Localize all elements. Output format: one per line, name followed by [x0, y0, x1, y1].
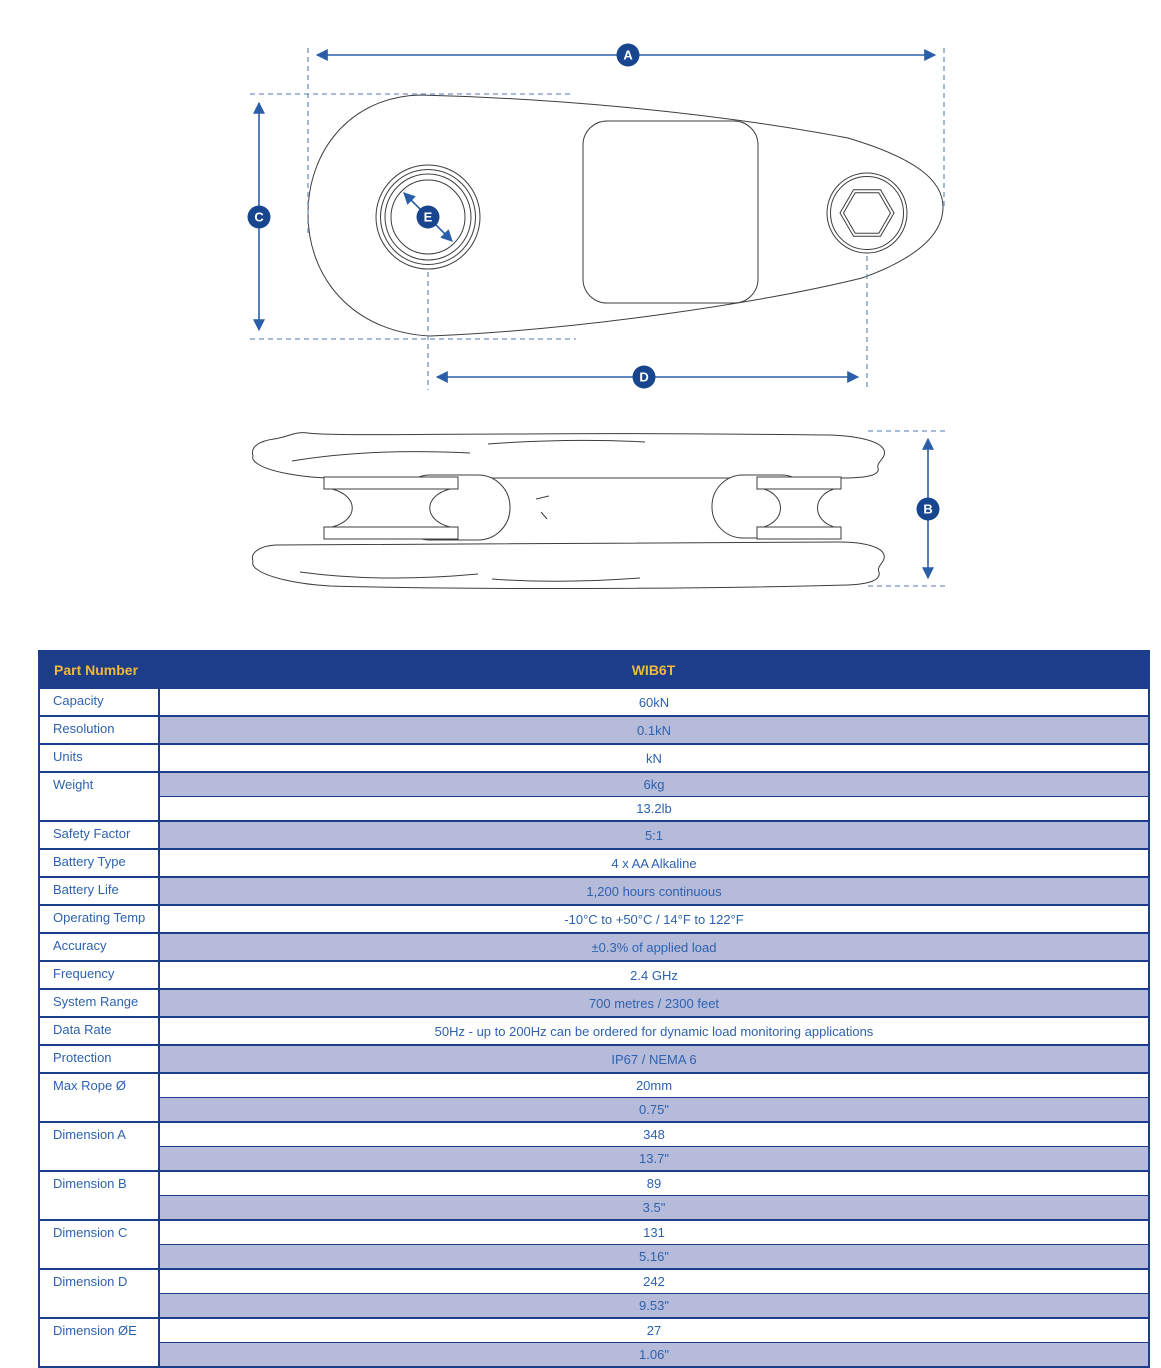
row-value: 2.4 GHz [159, 961, 1149, 989]
row-label: Units [39, 744, 159, 772]
table-row [39, 1318, 1149, 1343]
row-value: 348 [159, 1122, 1149, 1147]
svg-text:B: B [923, 501, 933, 517]
row-value: -10°C to +50°C / 14°F to 122°F [159, 905, 1149, 933]
row-label: Dimension D [39, 1269, 159, 1318]
specification-table [38, 650, 1150, 1368]
row-value: 60kN [159, 688, 1149, 716]
row-value: 6kg [159, 772, 1149, 797]
table-row [39, 1220, 1149, 1245]
table-row [39, 989, 1149, 1017]
row-value: 700 metres / 2300 feet [159, 989, 1149, 1017]
svg-text:C: C [254, 209, 264, 225]
table-row [39, 877, 1149, 905]
row-label: Dimension A [39, 1122, 159, 1171]
row-label: System Range [39, 989, 159, 1017]
svg-text:D: D [639, 369, 649, 385]
table-row [39, 1017, 1149, 1045]
row-value: 0.75" [159, 1098, 1149, 1123]
table-row [39, 1147, 1149, 1172]
display-panel [583, 121, 758, 303]
left-sheave-flange [324, 477, 458, 489]
row-value: kN [159, 744, 1149, 772]
row-label: Dimension ØE [39, 1318, 159, 1367]
part-number-header: Part Number [39, 651, 159, 688]
row-label: Max Rope Ø [39, 1073, 159, 1122]
table-row [39, 961, 1149, 989]
dimension-a-badge [617, 44, 640, 67]
row-value: 5:1 [159, 821, 1149, 849]
left-sheave-flange [324, 527, 458, 539]
row-value: 1,200 hours continuous [159, 877, 1149, 905]
table-row [39, 1294, 1149, 1319]
row-label: Dimension B [39, 1171, 159, 1220]
right-sheave-flange [757, 477, 841, 489]
row-label: Frequency [39, 961, 159, 989]
row-value: IP67 / NEMA 6 [159, 1045, 1149, 1073]
top-plate [252, 433, 884, 478]
dimension-c-badge [248, 206, 271, 229]
part-number-value: WIB6T [159, 651, 1149, 688]
row-value: 131 [159, 1220, 1149, 1245]
row-label: Capacity [39, 688, 159, 716]
top-view-drawing [308, 95, 943, 336]
table-row [39, 1171, 1149, 1196]
row-label: Battery Type [39, 849, 159, 877]
table-row [39, 905, 1149, 933]
row-value: 89 [159, 1171, 1149, 1196]
row-value: 13.7" [159, 1147, 1149, 1172]
dimension-e-badge [417, 206, 440, 229]
table-row [39, 688, 1149, 716]
center-detail-mark [541, 512, 547, 519]
center-detail-mark [536, 496, 549, 499]
table-row [39, 1269, 1149, 1294]
table-row [39, 1122, 1149, 1147]
table-row [39, 1098, 1149, 1123]
row-value: 20mm [159, 1073, 1149, 1098]
row-value: 242 [159, 1269, 1149, 1294]
svg-text:E: E [423, 209, 433, 225]
row-value: 0.1kN [159, 716, 1149, 744]
row-value: 9.53" [159, 1294, 1149, 1319]
svg-text:A: A [623, 47, 633, 63]
row-value: 50Hz - up to 200Hz can be ordered for dynamic load monitoring applications [159, 1017, 1149, 1045]
table-row [39, 1245, 1149, 1270]
table-header [39, 651, 1149, 688]
row-label: Operating Temp [39, 905, 159, 933]
technical-drawing [0, 0, 1161, 645]
table-row [39, 797, 1149, 822]
table-row [39, 716, 1149, 744]
table-row [39, 1045, 1149, 1073]
row-value: 5.16" [159, 1245, 1149, 1270]
table-row [39, 933, 1149, 961]
row-value: ±0.3% of applied load [159, 933, 1149, 961]
table-row [39, 821, 1149, 849]
row-value: 13.2lb [159, 797, 1149, 822]
table-row [39, 744, 1149, 772]
row-value: 27 [159, 1318, 1149, 1343]
row-label: Dimension C [39, 1220, 159, 1269]
row-label: Accuracy [39, 933, 159, 961]
row-label: Safety Factor [39, 821, 159, 849]
table-row [39, 1073, 1149, 1098]
table-row [39, 849, 1149, 877]
row-value: 3.5" [159, 1196, 1149, 1221]
table-row [39, 1196, 1149, 1221]
table-row [39, 772, 1149, 797]
row-value: 4 x AA Alkaline [159, 849, 1149, 877]
row-label: Weight [39, 772, 159, 821]
table-row [39, 1343, 1149, 1368]
row-label: Resolution [39, 716, 159, 744]
row-value: 1.06" [159, 1343, 1149, 1368]
dimension-d-badge [633, 366, 656, 389]
row-label: Battery Life [39, 877, 159, 905]
row-label: Protection [39, 1045, 159, 1073]
dimension-b-badge [917, 498, 940, 521]
side-view-drawing [252, 433, 884, 589]
row-label: Data Rate [39, 1017, 159, 1045]
right-sheave-flange [757, 527, 841, 539]
